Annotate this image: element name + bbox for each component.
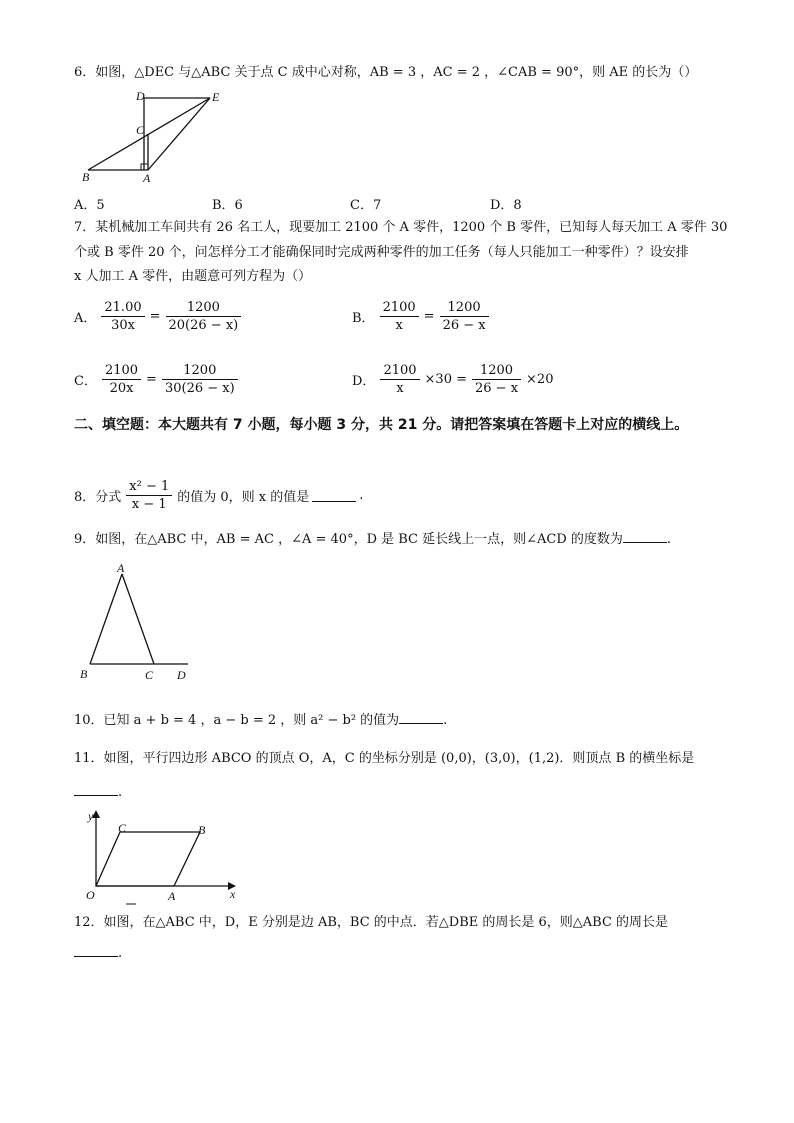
q6-label-D: D: [136, 89, 145, 103]
q7-option-a: A． $\frac{21.00}{30x}$ = $\frac{1200}{20(26 - x)}$: [74, 299, 243, 334]
q6-label-C: C: [136, 123, 145, 137]
q7-option-b: B． $\frac{2100}{x}$ = $\frac{1200}{26 - x}$: [352, 299, 491, 334]
q8-answer-blank[interactable]: [312, 489, 356, 502]
q11-answer-line: .: [74, 783, 122, 802]
q6-option-d: D．8: [490, 198, 522, 213]
q11-text: 11．如图，平行四边形 ABCO 的顶点 O，A，C 的坐标分别是 (0,0)，(3,0)，(1,2)．则顶点 B 的横坐标是: [74, 751, 695, 766]
q9-label-A: A: [117, 561, 125, 575]
q6-label-E: E: [212, 90, 220, 104]
q9-label-D: D: [177, 668, 186, 682]
q9-label-B: B: [80, 667, 88, 681]
q11-answer-blank[interactable]: [74, 783, 118, 796]
q11-label-O: O: [86, 888, 95, 902]
q10-answer-blank[interactable]: [399, 711, 443, 724]
q8: 8．分式 $\frac{\text{x² − 1}}{x - 1}$ 的值为 0，则 x 的值是 .: [74, 479, 364, 512]
section-2-title: 二、填空题：本大题共有 7 小题，每小题 3 分，共 21 分。请把答案填在答题卡上对应的横线上。: [74, 417, 689, 433]
q6-option-c: C．7: [350, 198, 382, 213]
q12-answer-line: .: [74, 944, 122, 963]
q9-figure: [74, 560, 194, 684]
q12-answer-blank[interactable]: [74, 944, 118, 957]
q6-option-a: A．5: [74, 198, 105, 213]
q6-text: 6．如图，△DEC 与△ABC 关于点 C 成中心对称，AB = 3 ，AC = 2 ，∠CAB = 90°，则 AE 的长为（）: [74, 65, 698, 80]
q6-figure: [78, 88, 228, 184]
q12-text: 12．如图，在△ABC 中，D，E 分别是边 AB，BC 的中点．若△DBE 的周长是 6，则△ABC 的周长是: [74, 915, 669, 930]
q9-text: 9．如图，在△ABC 中，AB = AC ，∠A = 40°，D 是 BC 延长线上一点，则∠ACD 的度数为 .: [74, 532, 672, 547]
q10-text: 10．已知 a + b = 4 ，a − b = 2 ，则 a² − b² 的值为 .: [74, 713, 448, 728]
q11-label-A: A: [168, 889, 176, 903]
q6-label-A: A: [143, 171, 151, 184]
q9-label-C: C: [145, 668, 154, 682]
q7-line3: x 人加工 A 零件，由题意可列方程为（）: [74, 269, 312, 284]
q11-figure: [78, 806, 240, 910]
q7-line2: 个或 B 零件 20 个，问怎样分工才能确保同时完成两种零件的加工任务（每人只能加工一种零件）？设安排: [74, 245, 689, 260]
q9-answer-blank[interactable]: [623, 530, 667, 543]
q7-line1: 7．某机械加工车间共有 26 名工人，现要加工 2100 个 A 零件，1200 个 B 零件，已知每人每天加工 A 零件 30: [74, 220, 728, 235]
q7-option-d: D． $\frac{2100}{x}$ ×30 = $\frac{1200}{26 - x}$ ×20: [352, 363, 554, 396]
q6-option-b: B．6: [212, 198, 243, 213]
q7-option-c: C． $\frac{2100}{20x}$ = $\frac{1200}{30(26 - x)}$: [74, 362, 240, 397]
q11-label-y: y: [88, 809, 94, 823]
q11-label-C: C: [118, 821, 127, 835]
q11-label-B: B: [198, 823, 206, 837]
q11-label-x: x: [230, 887, 236, 901]
q6-label-B: B: [82, 170, 90, 184]
